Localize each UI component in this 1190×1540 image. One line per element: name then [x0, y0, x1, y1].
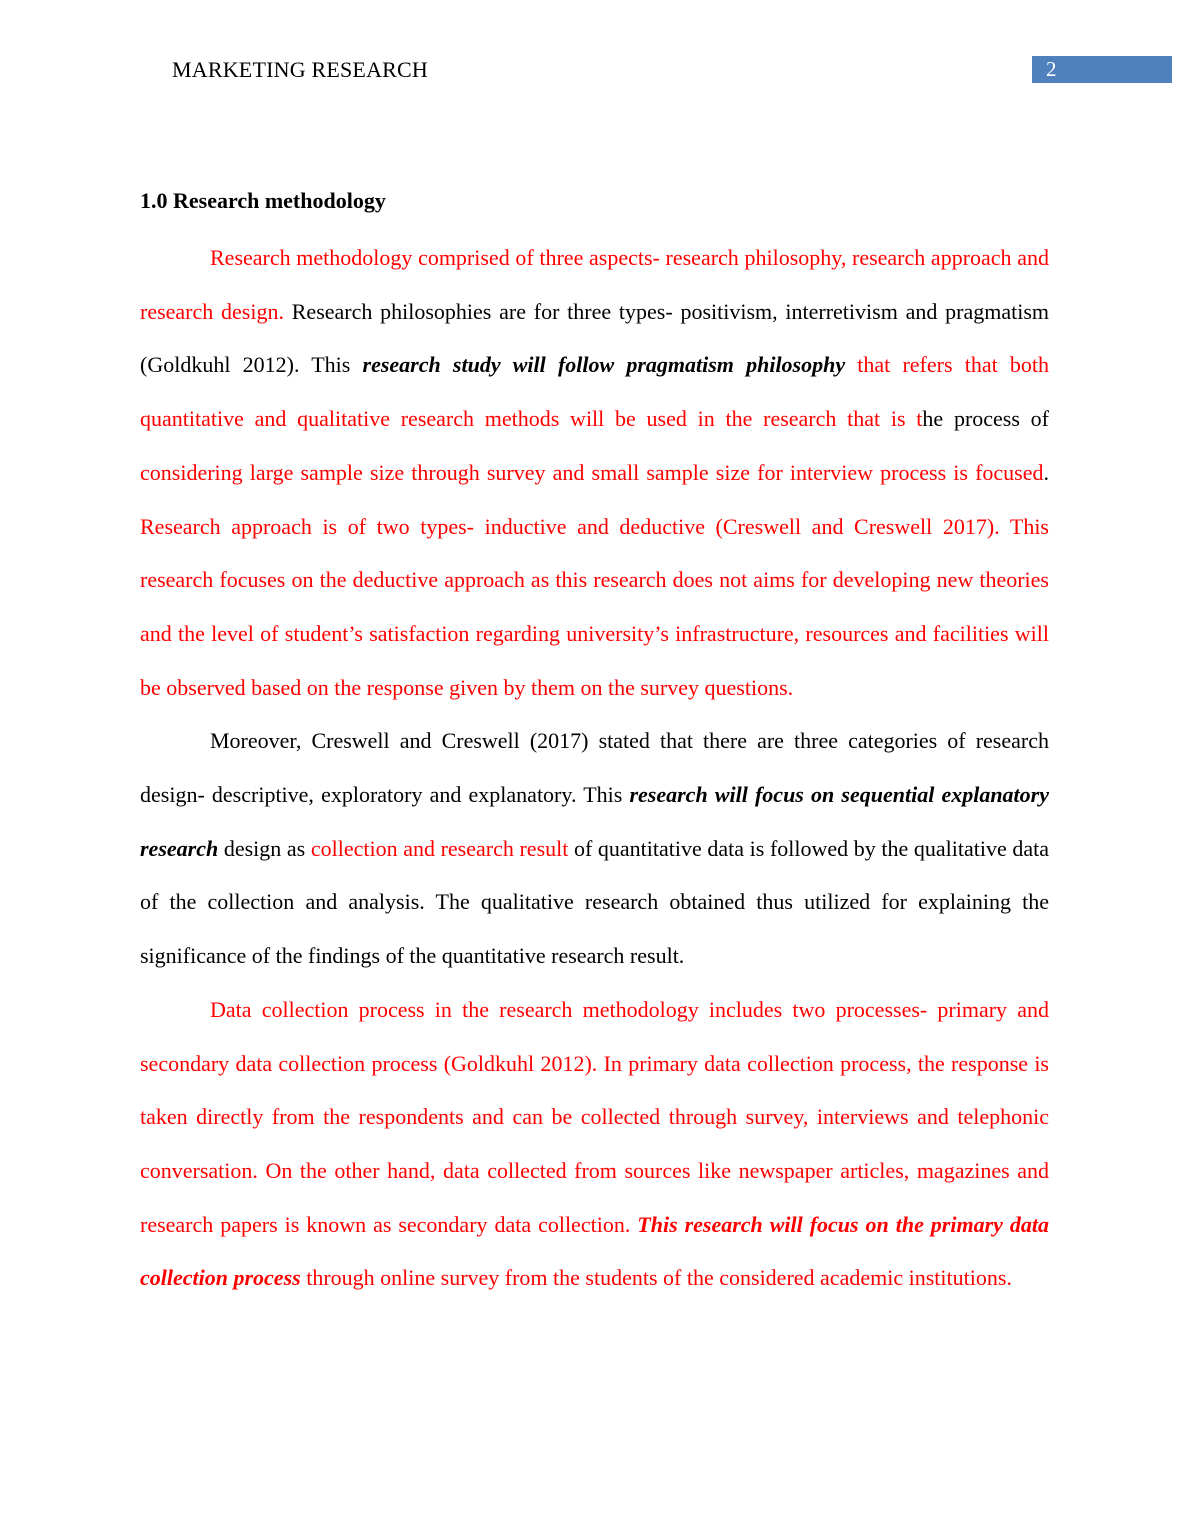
- text-run-highlighted: considering large sample size through survey and small sample size for interview process is focused: [140, 459, 1044, 485]
- text-run-emphasis: research study will follow pragmatism philosophy: [362, 352, 846, 378]
- text-run: of quantitative data is followed by the qualitative data of the collection and analysis. The qualitative research obtained thus utilized for explaining the significance of the findings of the quantitative research result.: [140, 835, 1049, 969]
- text-run-highlighted: that refers that both quantitative and qualitative research methods will be used in the research that is t: [140, 352, 1049, 432]
- text-run: he process of: [922, 406, 1049, 432]
- text-run-highlighted: Research methodology comprised of three aspects- research philosophy, research approach and research design.: [140, 245, 1049, 324]
- text-run: Research philosophies are for three types- positivism, interretivism and pragmatism (Goldkuhl 2012). This: [140, 298, 1049, 378]
- text-run-highlighted: Data collection process in the research methodology includes two processes- primary and secondary data collection process (Goldkuhl 2012). In primary data collection process, the response is taken directly from the respondents and can be collected through survey, interviews and telephonic conversation. On the other hand, data collected from sources like newspaper articles, magazines and research papers is known as secondary data collection.: [140, 996, 1049, 1237]
- text-run-highlighted: Research approach is of two types- inductive and deductive (Creswell and Creswell 2017). This research focuses on the deductive approach as this research does not aims for developing new theories and the level of student’s satisfaction regarding university’s infrastructure, resources and facilities will be observed based on the response given by them on the survey questions.: [140, 513, 1049, 700]
- paragraph-data-collection: [140, 983, 1049, 1305]
- running-header-title: MARKETING RESEARCH: [172, 57, 428, 82]
- text-run: design as: [218, 835, 311, 861]
- text-run-highlighted: collection and research result: [310, 835, 569, 861]
- text-run-emphasis: This research will focus on the primary data collection process: [140, 1211, 1049, 1291]
- text-run: .: [1043, 459, 1049, 485]
- section-heading: 1.0 Research methodology: [140, 188, 386, 213]
- paragraph-research-design: [140, 714, 1049, 983]
- text-run: Moreover, Creswell and Creswell (2017) stated that there are three categories of research design- descriptive, exploratory and explanatory. This: [140, 728, 1049, 808]
- page-number-box: [1032, 56, 1172, 83]
- page-number: 2: [1046, 57, 1057, 81]
- paragraph-research-philosophy: [140, 231, 1049, 714]
- document-body: [140, 182, 1049, 1305]
- text-run-highlighted: through online survey from the students of the considered academic institutions.: [300, 1265, 1012, 1291]
- text-run-emphasis: research will focus on sequential explanatory research: [140, 782, 1049, 861]
